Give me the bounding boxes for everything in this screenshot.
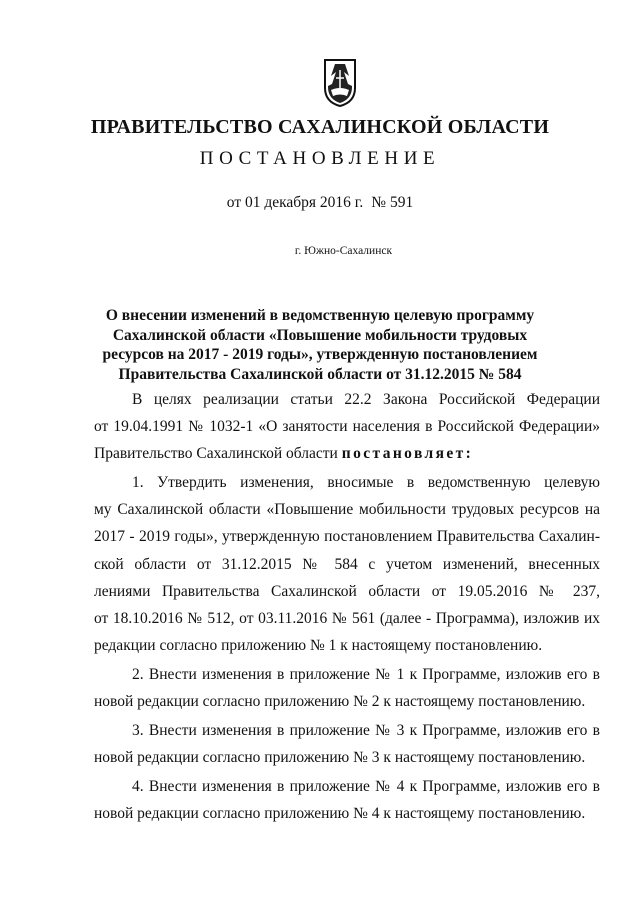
item-2-line: 2. Внести изменения в приложение № 1 к Программе, изложив его в bbox=[132, 665, 600, 683]
item-1-line: редакции согласно приложению № 1 к настоящему постановлению. bbox=[94, 637, 543, 655]
date-line bbox=[0, 194, 640, 212]
item-1-line: му Сахалинской области «Повышение мобильности трудовых ресурсов на bbox=[94, 501, 600, 519]
preamble-line: В целях реализации статьи 22.2 Закона Российской Федерации bbox=[132, 391, 600, 408]
item-1-line: от 18.10.2016 № 512, от 03.11.2016 № 561 (далее - Программа), изложив их bbox=[94, 610, 600, 627]
subject-line: Сахалинской области «Повышение мобильности трудовых bbox=[112, 326, 528, 344]
decree-number: № 591 bbox=[371, 194, 414, 211]
decree-verb: постановляет: bbox=[341, 445, 474, 463]
decree-date: от 01 декабря 2016 г. bbox=[226, 194, 364, 211]
item-1-line: лениями Правительства Сахалинской области от 19.05.2016 № 237, bbox=[94, 582, 600, 600]
decree-subject bbox=[0, 306, 640, 384]
item-1-line: ской области от 31.12.2015 № 584 с учетом изменений, внесенных bbox=[94, 555, 600, 573]
preamble-line bbox=[94, 440, 600, 467]
preamble-line: от 19.04.1991 № 1032-1 «О занятости населения в Российской Федерации» bbox=[94, 418, 600, 436]
subject-line: Правительства Сахалинской области от 31.12.2015 № 584 bbox=[118, 365, 522, 383]
item-4-line: новой редакции согласно приложению № 4 к настоящему постановлению. bbox=[94, 804, 586, 822]
item-4-line: 4. Внести изменения в приложение № 4 к Программе, изложив его в bbox=[132, 777, 600, 795]
decree-body bbox=[94, 386, 600, 827]
preamble-text: Правительство Сахалинской области bbox=[94, 445, 342, 463]
item-3-line: новой редакции согласно приложению № 3 к настоящему постановлению. bbox=[94, 748, 586, 766]
document-type: ПОСТАНОВЛЕНИЕ bbox=[199, 148, 441, 169]
item-3-line: 3. Внести изменения в приложение № 3 к Программе, изложив его в bbox=[132, 721, 600, 739]
item-1-line: 1. Утвердить изменения, вносимые в ведомственную целевую bbox=[132, 474, 600, 492]
coat-of-arms-icon bbox=[322, 58, 358, 108]
item-2-line: новой редакции согласно приложению № 2 к настоящему постановлению. bbox=[94, 693, 586, 711]
government-title: ПРАВИТЕЛЬСТВО САХАЛИНСКОЙ ОБЛАСТИ bbox=[90, 116, 550, 138]
subject-line: ресурсов на 2017 - 2019 годы», утвержденную постановлением bbox=[102, 346, 538, 363]
subject-line: О внесении изменений в ведомственную целевую программу bbox=[105, 307, 535, 324]
city: г. Южно-Сахалинск bbox=[294, 245, 393, 257]
item-1-line: 2017 - 2019 годы», утвержденную постановлением Правительства Сахалин- bbox=[94, 528, 600, 546]
